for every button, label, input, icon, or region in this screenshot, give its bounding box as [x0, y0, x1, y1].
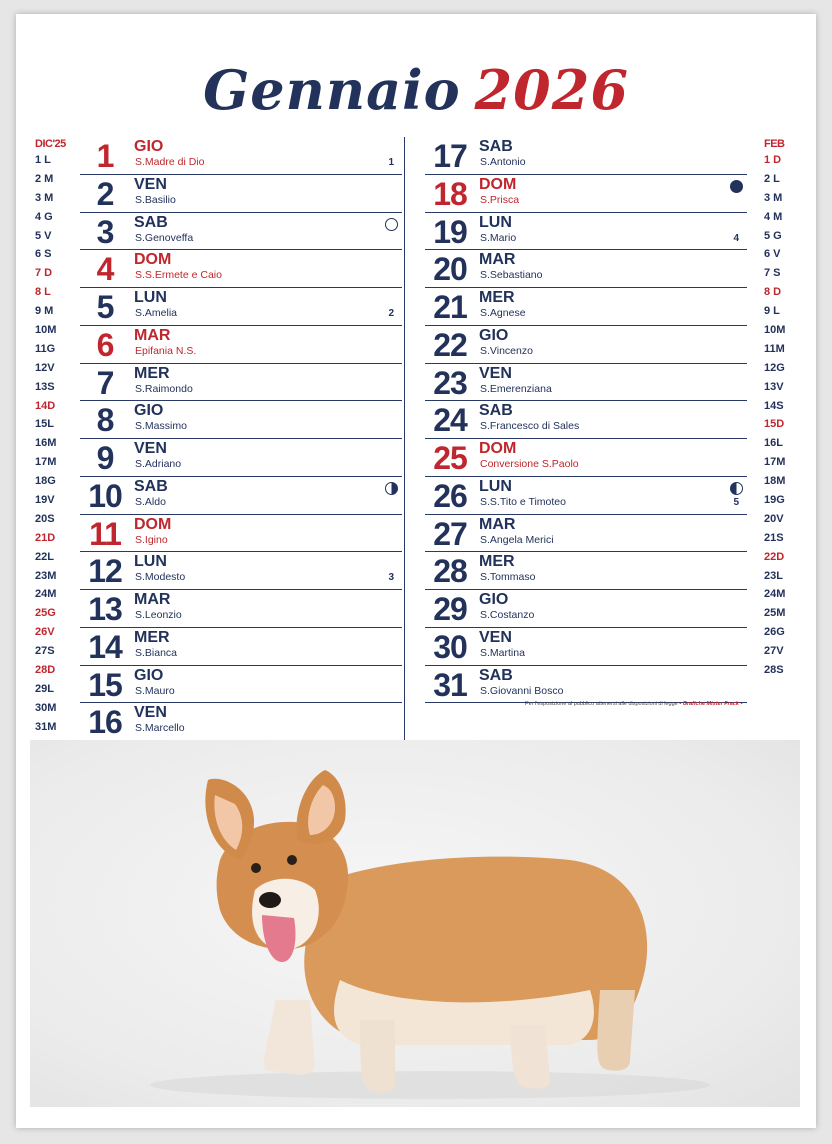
mini-day: 24M [764, 588, 786, 601]
saint-name: S.Mario [480, 231, 517, 244]
day-number: 14 [88, 628, 122, 665]
weekday-name: DOM [134, 515, 172, 533]
day-row [80, 477, 402, 515]
saint-name: S.Antonio [480, 156, 526, 168]
day-number: 10 [88, 477, 122, 514]
weekday-name: VEN [479, 364, 512, 382]
day-number: 19 [433, 213, 467, 250]
brand-credit: • Grafiche Mister Frack • [679, 701, 743, 707]
saint-name: S.Tommaso [480, 571, 536, 584]
mini-day: 31M [35, 720, 57, 733]
day-number: 24 [433, 402, 467, 439]
weekday-name: VEN [134, 440, 167, 457]
day-row [425, 590, 747, 628]
weekday-name: LUN [479, 213, 512, 231]
mini-day: 18M [764, 475, 786, 488]
mini-day: 12G [764, 361, 785, 374]
next-month-label: FEB [764, 138, 785, 150]
weekday-name: MER [479, 289, 515, 306]
day-row [80, 590, 402, 628]
mini-day: 13S [35, 380, 55, 393]
mini-day: 2 M [35, 172, 54, 185]
mini-day: 9 L [764, 305, 780, 318]
week-number: 5 [733, 496, 739, 508]
mini-day: 4 M [764, 210, 783, 223]
day-row [80, 703, 402, 741]
corgi-illustration [30, 740, 800, 1107]
day-row [425, 288, 747, 326]
day-number: 30 [433, 628, 467, 665]
day-number: 27 [433, 515, 467, 552]
day-row [425, 137, 747, 175]
day-number: 7 [96, 364, 114, 401]
mini-day: 17M [764, 456, 786, 469]
day-row [80, 628, 402, 666]
mini-day: 26G [764, 626, 785, 639]
week-number: 4 [733, 232, 739, 244]
weekday-name: MER [134, 364, 170, 382]
mini-day: 5 G [764, 229, 782, 242]
week-number: 2 [388, 308, 394, 319]
weekday-name: SAB [134, 477, 168, 495]
days-column-2 [425, 137, 747, 703]
day-number: 16 [88, 704, 122, 741]
mini-day: 14S [764, 399, 784, 412]
column-divider [404, 137, 405, 740]
mini-day: 9 M [35, 305, 54, 318]
day-row [80, 137, 402, 175]
mini-day: 30M [35, 701, 57, 714]
day-row [425, 175, 747, 213]
mini-day: 13V [764, 380, 784, 393]
mini-day: 22D [764, 550, 785, 563]
legal-note [525, 701, 742, 707]
weekday-name: VEN [479, 628, 512, 646]
prev-month-label: DIC'25 [35, 138, 66, 150]
day-number: 28 [433, 553, 467, 590]
mini-day: 28D [35, 664, 56, 677]
mini-day: 3 M [764, 191, 783, 204]
weekday-name: SAB [479, 666, 513, 684]
mini-day: 18G [35, 475, 56, 488]
weekday-name: MAR [134, 326, 171, 344]
saint-name: S.Costanzo [480, 609, 535, 621]
weekday-name: MER [134, 628, 170, 646]
mini-day: 12V [35, 361, 55, 374]
saint-name: S.Vincenzo [480, 344, 533, 357]
saint-name: S.Martina [480, 646, 525, 659]
legal-text: Per l'esposizione al pubblico attenersi alle disposizioni di legge [525, 701, 678, 707]
moon-phase-icon [730, 180, 743, 193]
day-row [80, 213, 402, 251]
saint-name: S.Madre di Dio [135, 156, 205, 168]
day-row [80, 288, 402, 326]
week-number: 1 [388, 157, 394, 168]
weekday-name: GIO [134, 402, 164, 420]
saint-name: S.Giovanni Bosco [480, 684, 564, 697]
weekday-name: DOM [479, 175, 517, 193]
day-row [425, 250, 747, 288]
day-number: 29 [433, 591, 467, 627]
mini-day: 8 L [35, 286, 51, 299]
mini-day: 6 S [35, 248, 52, 261]
weekday-name: SAB [479, 402, 513, 420]
moon-phase-icon [385, 218, 398, 231]
day-number: 11 [89, 515, 121, 552]
weekday-name: LUN [479, 477, 512, 495]
day-number: 23 [433, 364, 467, 401]
mini-day: 17M [35, 456, 57, 469]
mini-day: 6 V [764, 248, 781, 261]
mini-day: 5 V [35, 229, 52, 242]
saint-name: S.Prisca [480, 193, 520, 206]
day-number: 18 [433, 175, 467, 212]
weekday-name: DOM [134, 251, 172, 269]
mini-day: 3 M [35, 191, 54, 204]
mini-day: 26V [35, 626, 55, 639]
weekday-name: LUN [134, 553, 167, 571]
weekday-name: MER [479, 553, 515, 571]
weekday-name: GIO [479, 326, 509, 344]
weekday-name: GIO [479, 591, 509, 608]
mini-day: 1 L [35, 154, 51, 166]
day-row [425, 364, 747, 402]
days-column-1 [80, 137, 402, 741]
week-number: 3 [388, 572, 394, 584]
saint-name: S.Amelia [135, 307, 178, 319]
day-number: 31 [433, 666, 467, 703]
saint-name: S.Agnese [480, 307, 526, 319]
mini-day: 8 D [764, 286, 782, 299]
mini-day: 25G [35, 607, 56, 620]
mini-day: 29L [35, 682, 54, 695]
mini-day: 28S [764, 664, 784, 677]
saint-name: S.Aldo [135, 495, 166, 508]
saint-name: S.Emerenziana [480, 382, 552, 395]
mini-day: 10M [35, 324, 57, 337]
saint-name: S.Massimo [135, 420, 187, 433]
weekday-name: GIO [134, 666, 164, 684]
mini-day: 10M [764, 324, 786, 337]
saint-name: S.Leonzio [135, 609, 182, 621]
mini-day: 16L [764, 437, 783, 450]
mini-day: 15L [35, 418, 54, 431]
month-title: Gennaio [203, 58, 461, 122]
mini-day: 19G [764, 494, 785, 507]
weekday-name: SAB [134, 213, 168, 231]
mini-day: 21S [764, 531, 784, 544]
weekday-name: VEN [134, 704, 167, 722]
mini-day: 2 L [764, 172, 780, 185]
mini-day: 1 D [764, 154, 782, 166]
day-row [425, 401, 747, 439]
mini-day: 16M [35, 437, 57, 450]
saint-name: Conversione S.Paolo [480, 458, 579, 470]
day-row [80, 439, 402, 477]
saint-name: S.Bianca [135, 646, 178, 659]
day-number: 3 [96, 213, 114, 250]
weekday-name: MAR [479, 515, 516, 533]
next-month-column [764, 137, 824, 680]
mini-day: 7 S [764, 267, 781, 280]
mini-day: 27V [764, 645, 784, 658]
day-row [80, 515, 402, 553]
mini-day: 19V [35, 494, 55, 507]
mini-day: 24M [35, 588, 57, 601]
day-row [425, 628, 747, 666]
day-number: 1 [96, 138, 114, 174]
day-number: 2 [96, 175, 114, 212]
mini-day: 23M [35, 569, 57, 582]
day-row [425, 666, 747, 704]
day-row [80, 552, 402, 590]
saint-name: Epifania N.S. [135, 344, 197, 357]
day-number: 9 [96, 440, 114, 476]
mini-day: 25M [764, 607, 786, 620]
mini-day: 20S [35, 512, 55, 525]
day-number: 22 [433, 326, 467, 363]
day-row [80, 364, 402, 402]
page-title [0, 50, 832, 130]
mini-day: 7 D [35, 267, 53, 280]
day-number: 8 [96, 402, 114, 439]
saint-name: S.Marcello [135, 722, 185, 735]
corgi-photo [30, 740, 800, 1107]
day-row [80, 666, 402, 704]
day-number: 17 [433, 138, 467, 174]
weekday-name: MAR [134, 591, 171, 608]
mini-day: 22L [35, 550, 54, 563]
mini-day: 11G [35, 342, 56, 355]
day-row [425, 515, 747, 553]
weekday-name: GIO [134, 138, 164, 155]
mini-day: 21D [35, 531, 56, 544]
saint-name: S.Mauro [135, 684, 175, 697]
day-row [80, 250, 402, 288]
saint-name: S.Francesco di Sales [480, 420, 580, 433]
weekday-name: DOM [479, 440, 517, 457]
saint-name: S.S.Ermete e Caio [135, 269, 222, 282]
day-number: 25 [433, 440, 467, 476]
saint-name: S.Igino [135, 533, 168, 546]
saint-name: S.Genoveffa [135, 231, 194, 244]
weekday-name: VEN [134, 175, 167, 193]
saint-name: S.S.Tito e Timoteo [480, 495, 566, 508]
moon-phase-icon [385, 482, 398, 495]
saint-name: S.Angela Merici [480, 533, 554, 546]
weekday-name: SAB [479, 138, 513, 155]
day-number: 6 [96, 326, 114, 363]
saint-name: S.Modesto [135, 571, 186, 584]
day-row [425, 213, 747, 251]
day-number: 21 [433, 289, 467, 325]
day-row [425, 552, 747, 590]
mini-day: 11M [764, 342, 785, 355]
day-row [425, 439, 747, 477]
day-number: 15 [88, 666, 122, 703]
day-row [80, 401, 402, 439]
saint-name: S.Adriano [135, 458, 182, 470]
day-number: 20 [433, 251, 467, 288]
day-number: 5 [96, 289, 114, 325]
day-row [425, 477, 747, 515]
day-row [425, 326, 747, 364]
weekday-name: MAR [479, 251, 516, 269]
weekday-name: LUN [134, 289, 167, 306]
mini-day: 20V [764, 512, 784, 525]
day-number: 13 [88, 591, 122, 627]
day-number: 26 [433, 477, 467, 514]
mini-day: 23L [764, 569, 783, 582]
day-row [80, 175, 402, 213]
mini-day: 4 G [35, 210, 53, 223]
mini-day: 15D [764, 418, 785, 431]
year-title: 2026 [474, 58, 629, 122]
day-number: 12 [88, 553, 122, 590]
saint-name: S.Raimondo [135, 382, 193, 395]
moon-phase-icon [730, 482, 743, 495]
mini-day: 27S [35, 645, 55, 658]
saint-name: S.Basilio [135, 193, 176, 206]
day-number: 4 [96, 251, 114, 288]
saint-name: S.Sebastiano [480, 269, 543, 282]
mini-day: 14D [35, 399, 56, 412]
day-row [80, 326, 402, 364]
